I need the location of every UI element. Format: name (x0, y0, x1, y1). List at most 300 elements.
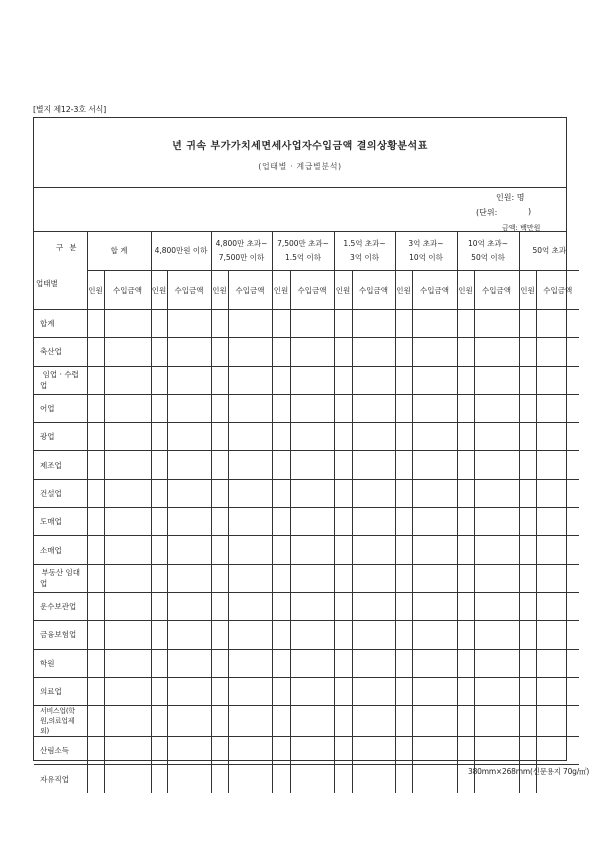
people-cell[interactable] (272, 737, 290, 765)
people-cell[interactable] (457, 423, 474, 451)
amount-cell[interactable] (352, 394, 395, 422)
people-cell[interactable] (87, 338, 104, 366)
people-cell[interactable] (334, 765, 352, 793)
people-cell[interactable] (519, 508, 536, 536)
people-cell[interactable] (457, 479, 474, 507)
row-label: 건설업 (34, 479, 87, 507)
amount-cell[interactable] (104, 366, 151, 394)
amount-cell[interactable] (536, 536, 579, 564)
people-cell[interactable] (272, 564, 290, 592)
people-cell[interactable] (87, 366, 104, 394)
people-cell[interactable] (457, 338, 474, 366)
amount-cell[interactable] (104, 423, 151, 451)
people-cell[interactable] (457, 592, 474, 620)
people-cell[interactable] (211, 564, 228, 592)
people-cell[interactable] (87, 677, 104, 705)
amount-cell[interactable] (228, 479, 272, 507)
amount-cell[interactable] (412, 310, 457, 338)
amount-cell[interactable] (290, 737, 334, 765)
people-cell[interactable] (395, 423, 412, 451)
amount-cell[interactable] (412, 564, 457, 592)
amount-cell[interactable] (290, 677, 334, 705)
people-cell[interactable] (211, 366, 228, 394)
people-cell[interactable] (395, 536, 412, 564)
people-cell[interactable] (519, 479, 536, 507)
amount-cell[interactable] (228, 765, 272, 793)
people-cell[interactable] (334, 479, 352, 507)
amount-cell[interactable] (474, 737, 519, 765)
row-label: 축산업 (34, 338, 87, 366)
people-cell[interactable] (334, 394, 352, 422)
amount-cell[interactable] (104, 536, 151, 564)
people-cell[interactable] (151, 508, 167, 536)
amount-cell[interactable] (352, 536, 395, 564)
amount-cell[interactable] (104, 737, 151, 765)
amount-subheader: 수입금액 (474, 271, 519, 310)
amount-cell[interactable] (228, 451, 272, 479)
people-cell[interactable] (87, 564, 104, 592)
people-cell[interactable] (87, 592, 104, 620)
row-label: 부동산 임대업 (34, 564, 87, 592)
amount-cell[interactable] (352, 423, 395, 451)
people-cell[interactable] (457, 536, 474, 564)
amount-cell[interactable] (412, 338, 457, 366)
amount-cell[interactable] (290, 479, 334, 507)
group-header: 50억 초과 (519, 232, 579, 271)
people-cell[interactable] (211, 621, 228, 649)
people-cell[interactable] (87, 765, 104, 793)
amount-cell[interactable] (474, 479, 519, 507)
people-cell[interactable] (87, 394, 104, 422)
amount-cell[interactable] (352, 765, 395, 793)
amount-cell[interactable] (290, 394, 334, 422)
amount-cell[interactable] (228, 649, 272, 677)
amount-cell[interactable] (290, 423, 334, 451)
unit-section (34, 188, 566, 232)
people-cell[interactable] (334, 423, 352, 451)
amount-cell[interactable] (104, 677, 151, 705)
people-cell[interactable] (457, 621, 474, 649)
table-row (34, 310, 579, 338)
amount-cell[interactable] (536, 649, 579, 677)
people-cell[interactable] (395, 564, 412, 592)
amount-cell[interactable] (167, 564, 211, 592)
amount-cell[interactable] (412, 706, 457, 737)
people-cell[interactable] (395, 737, 412, 765)
people-cell[interactable] (151, 479, 167, 507)
amount-cell[interactable] (228, 737, 272, 765)
people-cell[interactable] (151, 451, 167, 479)
amount-cell[interactable] (474, 649, 519, 677)
people-cell[interactable] (272, 451, 290, 479)
people-cell[interactable] (87, 310, 104, 338)
amount-cell[interactable] (290, 366, 334, 394)
people-cell[interactable] (272, 423, 290, 451)
people-cell[interactable] (151, 536, 167, 564)
people-cell[interactable] (151, 621, 167, 649)
page-title: 년 귀속 부가가치세면세사업자수입금액 결의상황분석표 (172, 141, 428, 152)
amount-cell[interactable] (228, 366, 272, 394)
amount-cell[interactable] (412, 451, 457, 479)
people-cell[interactable] (334, 621, 352, 649)
group-header: 7,500만 초과~ 1.5억 이하 (272, 232, 334, 271)
people-cell[interactable] (334, 706, 352, 737)
amount-cell[interactable] (352, 677, 395, 705)
row-label: 금융보험업 (34, 621, 87, 649)
table-row (34, 338, 579, 366)
people-cell[interactable] (87, 737, 104, 765)
people-cell[interactable] (272, 677, 290, 705)
people-cell[interactable] (395, 765, 412, 793)
amount-cell[interactable] (167, 394, 211, 422)
amount-cell[interactable] (228, 564, 272, 592)
amount-cell[interactable] (167, 765, 211, 793)
people-cell[interactable] (151, 338, 167, 366)
people-cell[interactable] (457, 649, 474, 677)
amount-cell[interactable] (167, 677, 211, 705)
amount-cell[interactable] (474, 508, 519, 536)
people-cell[interactable] (272, 479, 290, 507)
amount-subheader: 수입금액 (290, 271, 334, 310)
amount-cell[interactable] (104, 592, 151, 620)
table-row (34, 649, 579, 677)
amount-cell[interactable] (474, 564, 519, 592)
amount-cell[interactable] (536, 621, 579, 649)
title-section (34, 118, 566, 188)
people-cell[interactable] (211, 536, 228, 564)
amount-cell[interactable] (474, 310, 519, 338)
people-cell[interactable] (395, 479, 412, 507)
people-cell[interactable] (87, 451, 104, 479)
amount-cell[interactable] (104, 338, 151, 366)
amount-cell[interactable] (228, 423, 272, 451)
people-cell[interactable] (211, 451, 228, 479)
people-cell[interactable] (211, 423, 228, 451)
amount-cell[interactable] (352, 366, 395, 394)
amount-cell[interactable] (412, 479, 457, 507)
amount-cell[interactable] (412, 592, 457, 620)
people-cell[interactable] (334, 338, 352, 366)
people-cell[interactable] (457, 737, 474, 765)
amount-cell[interactable] (104, 564, 151, 592)
people-cell[interactable] (151, 677, 167, 705)
people-cell[interactable] (334, 310, 352, 338)
amount-cell[interactable] (290, 706, 334, 737)
people-cell[interactable] (211, 737, 228, 765)
amount-cell[interactable] (474, 592, 519, 620)
people-cell[interactable] (519, 621, 536, 649)
people-cell[interactable] (519, 592, 536, 620)
amount-cell[interactable] (474, 621, 519, 649)
amount-cell[interactable] (352, 479, 395, 507)
amount-cell[interactable] (167, 737, 211, 765)
people-cell[interactable] (519, 366, 536, 394)
amount-cell[interactable] (167, 621, 211, 649)
table-row (34, 423, 579, 451)
amount-cell[interactable] (536, 423, 579, 451)
people-cell[interactable] (211, 310, 228, 338)
amount-cell[interactable] (474, 706, 519, 737)
people-cell[interactable] (519, 451, 536, 479)
amount-cell[interactable] (104, 508, 151, 536)
amount-cell[interactable] (536, 310, 579, 338)
group-header: 4,800만원 이하 (151, 232, 211, 271)
people-cell[interactable] (151, 423, 167, 451)
amount-cell[interactable] (352, 451, 395, 479)
row-label: 어업 (34, 394, 87, 422)
people-cell[interactable] (211, 338, 228, 366)
people-cell[interactable] (211, 479, 228, 507)
people-cell[interactable] (334, 536, 352, 564)
amount-cell[interactable] (536, 394, 579, 422)
amount-cell[interactable] (228, 592, 272, 620)
people-cell[interactable] (395, 508, 412, 536)
amount-cell[interactable] (290, 592, 334, 620)
people-cell[interactable] (457, 394, 474, 422)
amount-cell[interactable] (290, 508, 334, 536)
amount-cell[interactable] (536, 338, 579, 366)
amount-cell[interactable] (412, 621, 457, 649)
amount-cell[interactable] (104, 621, 151, 649)
amount-cell[interactable] (228, 394, 272, 422)
amount-cell[interactable] (290, 621, 334, 649)
amount-cell[interactable] (290, 564, 334, 592)
amount-cell[interactable] (536, 451, 579, 479)
amount-cell[interactable] (536, 479, 579, 507)
table-row (34, 706, 579, 737)
amount-cell[interactable] (352, 592, 395, 620)
amount-cell[interactable] (412, 737, 457, 765)
people-cell[interactable] (395, 649, 412, 677)
people-cell[interactable] (151, 366, 167, 394)
people-cell[interactable] (87, 508, 104, 536)
people-cell[interactable] (395, 338, 412, 366)
people-cell[interactable] (395, 310, 412, 338)
amount-cell[interactable] (167, 423, 211, 451)
amount-cell[interactable] (536, 737, 579, 765)
amount-cell[interactable] (290, 649, 334, 677)
people-cell[interactable] (272, 394, 290, 422)
people-cell[interactable] (151, 394, 167, 422)
people-cell[interactable] (87, 536, 104, 564)
people-cell[interactable] (272, 649, 290, 677)
people-cell[interactable] (151, 592, 167, 620)
amount-cell[interactable] (412, 649, 457, 677)
people-cell[interactable] (211, 394, 228, 422)
people-cell[interactable] (87, 479, 104, 507)
amount-cell[interactable] (104, 394, 151, 422)
form-number-label: [별지 제12-3호 서식] (33, 105, 107, 114)
people-cell[interactable] (334, 592, 352, 620)
amount-cell[interactable] (352, 737, 395, 765)
amount-cell[interactable] (412, 394, 457, 422)
table-row (34, 737, 579, 765)
amount-cell[interactable] (536, 508, 579, 536)
amount-cell[interactable] (167, 366, 211, 394)
people-cell[interactable] (87, 706, 104, 737)
amount-cell[interactable] (536, 564, 579, 592)
people-cell[interactable] (211, 677, 228, 705)
people-cell[interactable] (457, 310, 474, 338)
amount-cell[interactable] (104, 451, 151, 479)
people-cell[interactable] (395, 394, 412, 422)
amount-cell[interactable] (167, 508, 211, 536)
amount-cell[interactable] (412, 677, 457, 705)
amount-cell[interactable] (167, 592, 211, 620)
amount-cell[interactable] (290, 310, 334, 338)
amount-cell[interactable] (474, 536, 519, 564)
people-cell[interactable] (151, 706, 167, 737)
amount-cell[interactable] (167, 479, 211, 507)
amount-cell[interactable] (228, 677, 272, 705)
amount-cell[interactable] (167, 649, 211, 677)
amount-cell[interactable] (228, 621, 272, 649)
people-cell[interactable] (211, 508, 228, 536)
row-label: 서비스업(학원,의료업제외) (34, 706, 87, 737)
people-cell[interactable] (272, 592, 290, 620)
people-cell[interactable] (272, 310, 290, 338)
amount-cell[interactable] (290, 338, 334, 366)
amount-cell[interactable] (352, 508, 395, 536)
people-cell[interactable] (395, 366, 412, 394)
people-cell[interactable] (519, 649, 536, 677)
amount-cell[interactable] (536, 677, 579, 705)
people-cell[interactable] (151, 649, 167, 677)
amount-cell[interactable] (536, 706, 579, 737)
people-cell[interactable] (395, 706, 412, 737)
table-row (34, 366, 579, 394)
people-cell[interactable] (87, 649, 104, 677)
people-cell[interactable] (395, 621, 412, 649)
people-cell[interactable] (151, 564, 167, 592)
people-cell[interactable] (519, 564, 536, 592)
people-cell[interactable] (457, 451, 474, 479)
people-cell[interactable] (334, 677, 352, 705)
people-cell[interactable] (272, 706, 290, 737)
people-cell[interactable] (334, 508, 352, 536)
amount-cell[interactable] (352, 621, 395, 649)
unit-people-label: 인원: 명 (496, 193, 525, 202)
people-cell[interactable] (519, 310, 536, 338)
amount-cell[interactable] (412, 423, 457, 451)
amount-cell[interactable] (167, 310, 211, 338)
people-cell[interactable] (519, 536, 536, 564)
people-cell[interactable] (519, 706, 536, 737)
people-cell[interactable] (211, 706, 228, 737)
people-cell[interactable] (334, 564, 352, 592)
people-cell[interactable] (272, 621, 290, 649)
people-cell[interactable] (457, 508, 474, 536)
people-cell[interactable] (395, 451, 412, 479)
amount-cell[interactable] (412, 536, 457, 564)
people-cell[interactable] (519, 737, 536, 765)
amount-cell[interactable] (228, 310, 272, 338)
people-cell[interactable] (87, 621, 104, 649)
people-cell[interactable] (272, 338, 290, 366)
people-cell[interactable] (519, 423, 536, 451)
amount-cell[interactable] (167, 706, 211, 737)
people-cell[interactable] (334, 649, 352, 677)
people-cell[interactable] (334, 737, 352, 765)
people-cell[interactable] (151, 765, 167, 793)
amount-cell[interactable] (104, 765, 151, 793)
people-cell[interactable] (334, 366, 352, 394)
amount-cell[interactable] (104, 706, 151, 737)
people-cell[interactable] (211, 765, 228, 793)
table-row (34, 621, 579, 649)
amount-cell[interactable] (474, 338, 519, 366)
people-cell[interactable] (519, 677, 536, 705)
amount-cell[interactable] (352, 649, 395, 677)
people-cell[interactable] (272, 765, 290, 793)
people-cell[interactable] (151, 310, 167, 338)
amount-cell[interactable] (474, 423, 519, 451)
amount-cell[interactable] (290, 765, 334, 793)
amount-cell[interactable] (412, 765, 457, 793)
row-label: 의료업 (34, 677, 87, 705)
amount-cell[interactable] (474, 394, 519, 422)
amount-cell[interactable] (290, 451, 334, 479)
people-cell[interactable] (87, 423, 104, 451)
amount-cell[interactable] (474, 677, 519, 705)
amount-cell[interactable] (536, 366, 579, 394)
amount-cell[interactable] (167, 451, 211, 479)
amount-cell[interactable] (412, 366, 457, 394)
amount-cell[interactable] (290, 536, 334, 564)
amount-cell[interactable] (474, 366, 519, 394)
amount-cell[interactable] (228, 338, 272, 366)
people-cell[interactable] (211, 592, 228, 620)
people-cell[interactable] (457, 677, 474, 705)
amount-cell[interactable] (104, 649, 151, 677)
people-subheader: 인원 (457, 271, 474, 310)
people-cell[interactable] (395, 592, 412, 620)
amount-cell[interactable] (352, 310, 395, 338)
amount-cell[interactable] (104, 479, 151, 507)
people-cell[interactable] (272, 366, 290, 394)
people-cell[interactable] (272, 508, 290, 536)
people-cell[interactable] (519, 338, 536, 366)
amount-cell[interactable] (536, 592, 579, 620)
table-row (34, 394, 579, 422)
amount-cell[interactable] (352, 338, 395, 366)
amount-cell[interactable] (167, 338, 211, 366)
people-cell[interactable] (457, 366, 474, 394)
amount-cell[interactable] (352, 706, 395, 737)
people-cell[interactable] (519, 394, 536, 422)
table-row (34, 479, 579, 507)
amount-cell[interactable] (104, 310, 151, 338)
amount-cell[interactable] (352, 564, 395, 592)
people-subheader: 인원 (519, 271, 536, 310)
amount-cell[interactable] (228, 706, 272, 737)
amount-cell[interactable] (412, 508, 457, 536)
people-cell[interactable] (395, 677, 412, 705)
amount-cell[interactable] (167, 536, 211, 564)
amount-cell[interactable] (228, 536, 272, 564)
people-cell[interactable] (457, 706, 474, 737)
people-subheader: 인원 (211, 271, 228, 310)
amount-cell[interactable] (228, 508, 272, 536)
header-row-groups (34, 232, 579, 271)
people-cell[interactable] (211, 649, 228, 677)
people-cell[interactable] (272, 536, 290, 564)
people-cell[interactable] (334, 451, 352, 479)
people-cell[interactable] (151, 737, 167, 765)
group-header: 합 계 (87, 232, 151, 271)
people-cell[interactable] (457, 564, 474, 592)
amount-cell[interactable] (474, 451, 519, 479)
